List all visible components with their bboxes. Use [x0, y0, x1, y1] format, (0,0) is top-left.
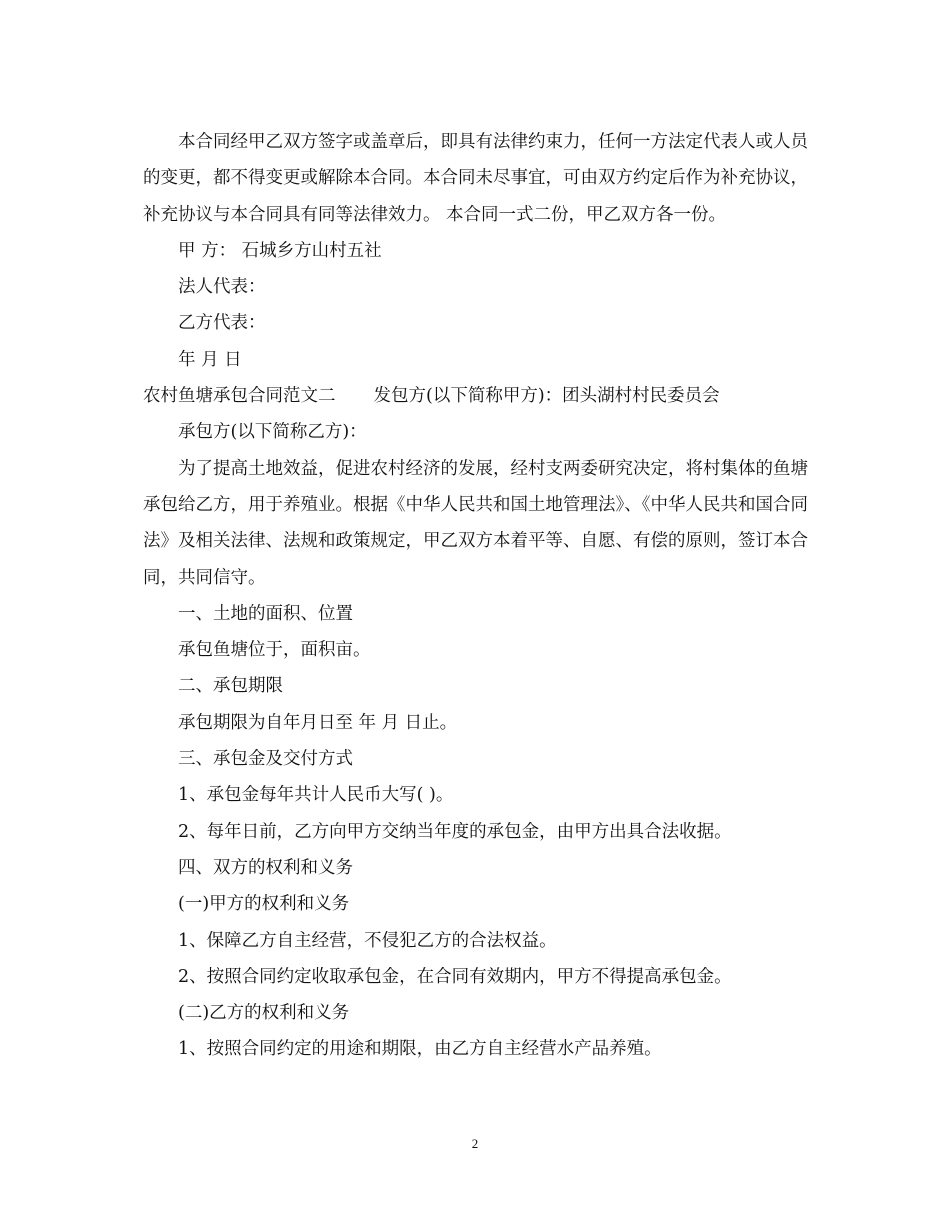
party-a-line: 甲 方： 石城乡方山村五社 [178, 240, 382, 261]
paragraph-effectiveness-clause: 本合同经甲乙双方签字或盖章后，即具有法律约束力，任何一方法定代表人或人员的变更，都不得变更或解除本合同。本合同未尽事宜，可由双方约定后作为补充协议，补充协议与本合同具有同等法律效力。 本合同一式二份，甲乙双方各一份。 [143, 132, 808, 225]
subsection-party-a-rights: (一)甲方的权利和义务 [178, 894, 350, 915]
issuer-party-line: 发包方(以下简称甲方)：团头湖村村民委员会 [373, 386, 720, 407]
party-a-item-1: 1、保障乙方自主经营，不侵犯乙方的合法权益。 [178, 930, 557, 951]
term-line: 承包期限为自年月日至 年 月 日止。 [178, 712, 458, 733]
contract-heading-line [143, 378, 808, 414]
legal-representative-line: 法人代表： [178, 277, 266, 298]
subsection-party-b-rights: (二)乙方的权利和义务 [178, 1003, 350, 1024]
payment-item-1: 1、承包金每年共计人民币大写( )。 [178, 785, 454, 806]
land-location-line: 承包鱼塘位于，面积亩。 [178, 640, 371, 661]
party-b-item-1: 1、按照合同约定的用途和期限，由乙方自主经营水产品养殖。 [178, 1039, 662, 1060]
section-heading-land: 一、土地的面积、位置 [178, 603, 353, 624]
contractor-party-line: 承包方(以下简称乙方)： [178, 422, 367, 443]
section-heading-payment: 三、承包金及交付方式 [178, 749, 353, 770]
section-heading-term: 二、承包期限 [178, 676, 283, 697]
payment-item-2: 2、每年日前，乙方向甲方交纳当年度的承包金，由甲方出具合法收据。 [178, 821, 732, 842]
date-line: 年 月 日 [178, 349, 242, 370]
party-b-representative-line: 乙方代表： [178, 313, 266, 334]
section-heading-rights: 四、双方的权利和义务 [178, 857, 353, 878]
page-number: 2 [471, 1136, 479, 1151]
paragraph-purpose: 为了提高土地效益，促进农村经济的发展，经村支两委研究决定，将村集体的鱼塘承包给乙方，用于养殖业。根据《中华人民共和国土地管理法》、《中华人民共和国合同法》及相关法律、法规和政策规定，甲乙双方本着平等、自愿、有偿的原则，签订本合同，共同信守。 [143, 458, 808, 588]
party-a-item-2: 2、按照合同约定收取承包金，在合同有效期内，甲方不得提高承包金。 [178, 966, 732, 987]
document-body [143, 124, 808, 1068]
contract-title: 农村鱼塘承包合同范文二 [143, 386, 336, 407]
